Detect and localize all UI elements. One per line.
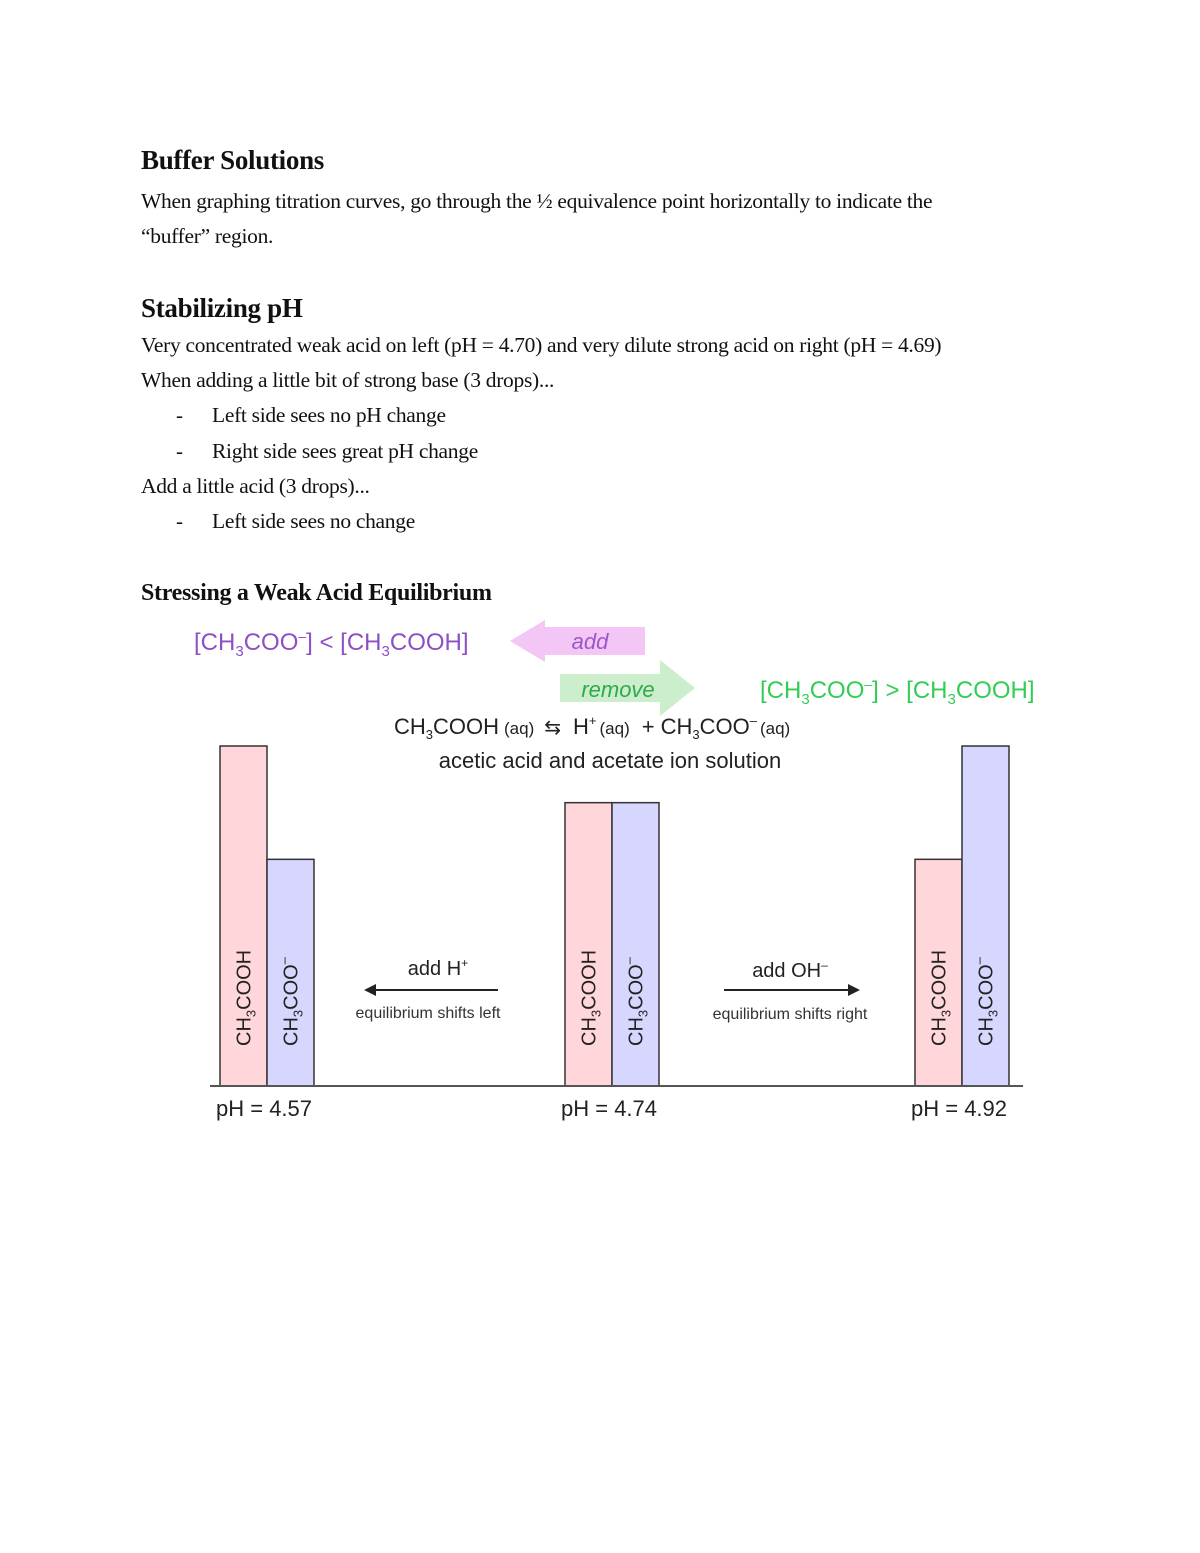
bullet-marker: - (176, 403, 183, 427)
stabilizing-line1: Very concentrated weak acid on left (pH = 4.70) and very dilute strong acid on right (pH = 4.69) (141, 333, 942, 357)
bar-group (216, 746, 1009, 1121)
remove-arrow-label: remove (581, 677, 655, 702)
acetate-bar-label: $CH_3COO^-$ (276, 957, 306, 1046)
bullet-marker: - (176, 509, 183, 533)
shift-left-caption: equilibrium shifts left (355, 1005, 501, 1022)
acid-bar-label: $CH_3COOH$ (578, 949, 604, 1046)
acid-bar-label: $CH_3COOH$ (233, 949, 259, 1046)
add-h-label: add H+ (407, 956, 469, 980)
acid-bar-label: $CH_3COOH$ (928, 949, 954, 1046)
equilibrium-equation: $CH_3COOH$ (aq) ⇆ H+ $_{(aq)} + CH_3COO^-$ $_{(aq)}$ (394, 713, 791, 742)
stabilizing-line2: When adding a little bit of strong base (3 drops)... (141, 368, 555, 392)
shift-right-caption: equilibrium shifts right (712, 1006, 868, 1023)
add-oh-label: add OH– (752, 958, 828, 982)
buffer-paragraph-line2: “buffer” region. (141, 224, 274, 248)
right-condition-text: $[CH_3COO^-]$ > $[CH_3COOH]$ (760, 676, 1035, 708)
arrowhead-right-icon (848, 984, 860, 996)
figure-subtitle: acetic acid and acetate ion solution (438, 748, 782, 773)
add-arrow-label: add (571, 629, 609, 654)
acetate-bar-label: $CH_3COO^-$ (621, 957, 651, 1046)
buffer-paragraph-line1: When graphing titration curves, go through the ½ equivalence point horizontally to indicate the (141, 189, 933, 213)
heading-stabilizing-ph: Stabilizing pH (141, 293, 303, 323)
list-item: Left side sees no pH change (212, 403, 446, 427)
stabilizing-line3: Add a little acid (3 drops)... (141, 474, 370, 498)
equilibrium-figure (180, 612, 1050, 1132)
arrowhead-left-icon (364, 984, 376, 996)
ph-label: pH = 4.74 (561, 1096, 658, 1121)
ph-label: pH = 4.92 (911, 1096, 1008, 1121)
list-item: Left side sees no change (212, 509, 415, 533)
heading-stressing-equilibrium: Stressing a Weak Acid Equilibrium (141, 580, 492, 606)
list-item: Right side sees great pH change (212, 439, 478, 463)
left-condition-text: $[CH_3COO^-]$ < $[CH_3COOH]$ (194, 628, 469, 660)
ph-label: pH = 4.57 (216, 1096, 313, 1121)
acetate-bar-label: $CH_3COO^-$ (971, 957, 1001, 1046)
heading-buffer-solutions: Buffer Solutions (141, 145, 324, 175)
bullet-marker: - (176, 439, 183, 463)
